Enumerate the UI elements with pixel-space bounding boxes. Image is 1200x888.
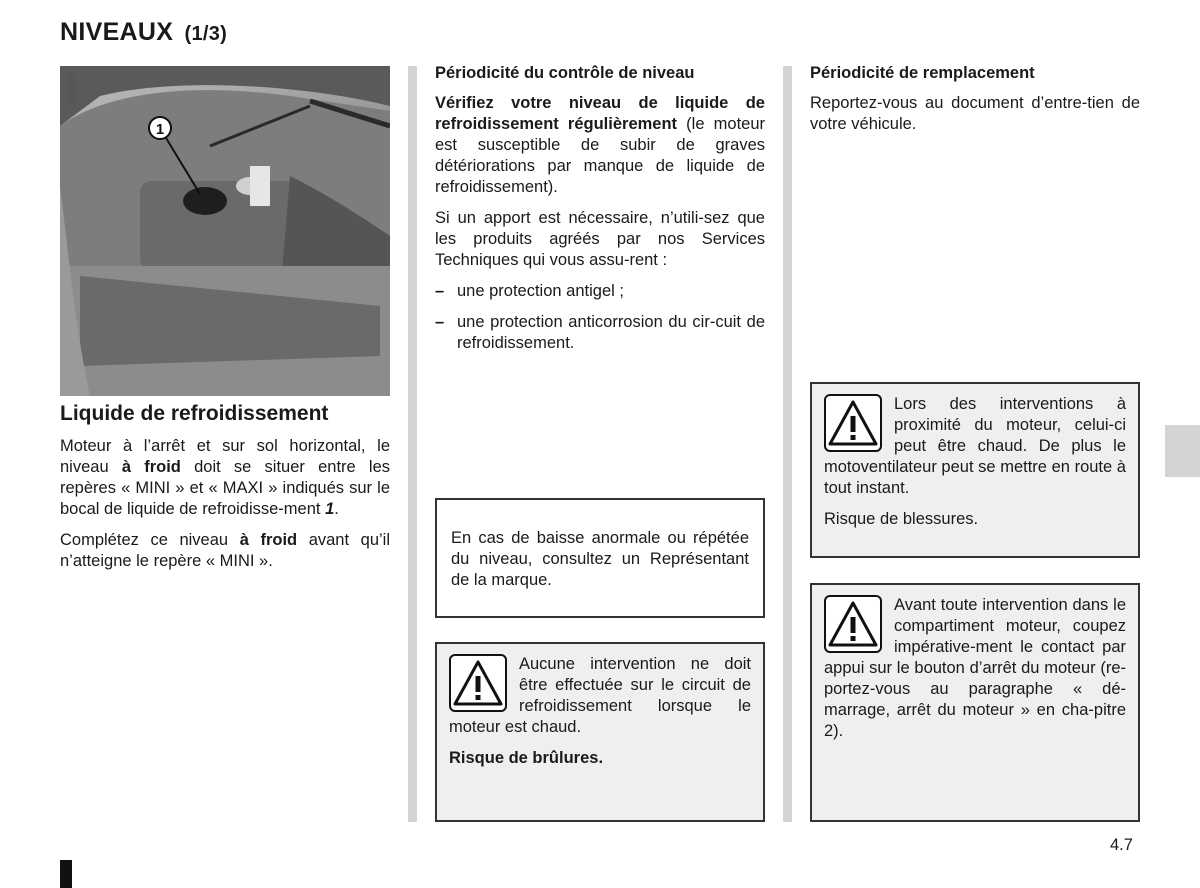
warning-box-engine-hot: Lors des interventions à proximité du moteur, celui-ci peut être chaud. De plus le motoventilateur peut se mettre en route à tout instant. Risque de blessures. xyxy=(810,382,1140,558)
list-item: – une protection antigel ; xyxy=(435,282,624,300)
middle-paragraph-1: Vérifiez votre niveau de liquide de refroidissement régulièrement (le moteur est susceptible de subir de graves détériorations par manque de liquide de refroidissement). xyxy=(435,94,765,196)
callout-1: 1 xyxy=(155,121,165,138)
warning-box-hot-engine: Aucune intervention ne doit être effectuée sur le circuit de refroidissement lorsque le moteur est chaud. Risque de brûlures. xyxy=(435,642,765,822)
section-heading-replacement: Périodicité de remplacement xyxy=(810,64,1035,82)
list-item: – une protection anticorrosion du cir-cuit de refroidissement. xyxy=(435,313,765,352)
right-paragraph-1: Reportez-vous au document d’entre-tien de votre véhicule. xyxy=(810,94,1140,133)
warning-box-ignition-off: Avant toute intervention dans le compartiment moteur, coupez impérative-ment le contact par appui sur le bouton d’arrêt du moteur (re-portez-vous au paragraphe « dé-marrage, arrêt du moteur » en cha-pitre 2). xyxy=(810,583,1140,822)
section-heading-coolant: Liquide de refroidissement xyxy=(60,402,329,425)
title-main: NIVEAUX xyxy=(60,18,174,46)
warning-triangle-icon xyxy=(449,654,507,712)
left-body xyxy=(60,436,390,582)
title-subtitle: (1/3) xyxy=(184,23,228,45)
left-paragraph-2: Complétez ce niveau à froid avant qu’il n’atteigne le repère « MINI ». xyxy=(60,531,390,570)
page-title xyxy=(60,18,227,47)
section-heading-check: Périodicité du contrôle de niveau xyxy=(435,64,695,82)
middle-column xyxy=(435,63,765,364)
photo-reference-number: 39306 xyxy=(66,74,78,105)
column-divider-2 xyxy=(783,66,792,822)
left-paragraph-1: Moteur à l’arrêt et sur sol horizontal, le niveau à froid doit se situer entre les repères « MINI » et « MAXI » indiqués sur le bocal de liquide de refroidisse-ment 1. xyxy=(60,437,391,518)
engine-photo xyxy=(60,66,390,396)
middle-paragraph-2: Si un apport est nécessaire, n’utili-sez que les produits agréés par nos Services Techniques qui vous assu-rent : xyxy=(435,209,765,269)
warning-triangle-icon xyxy=(824,394,882,452)
column-divider-1 xyxy=(408,66,417,822)
warning-triangle-icon xyxy=(824,595,882,653)
info-box-abnormal-drop: En cas de baisse anormale ou répétée du niveau, consultez un Représentant de la marque. xyxy=(435,498,765,618)
page-number: 4.7 xyxy=(1110,836,1133,854)
bottom-edge-marker xyxy=(60,860,72,888)
section-tab-marker xyxy=(1165,425,1200,477)
right-column xyxy=(810,63,1140,145)
engine-illustration xyxy=(60,66,390,396)
